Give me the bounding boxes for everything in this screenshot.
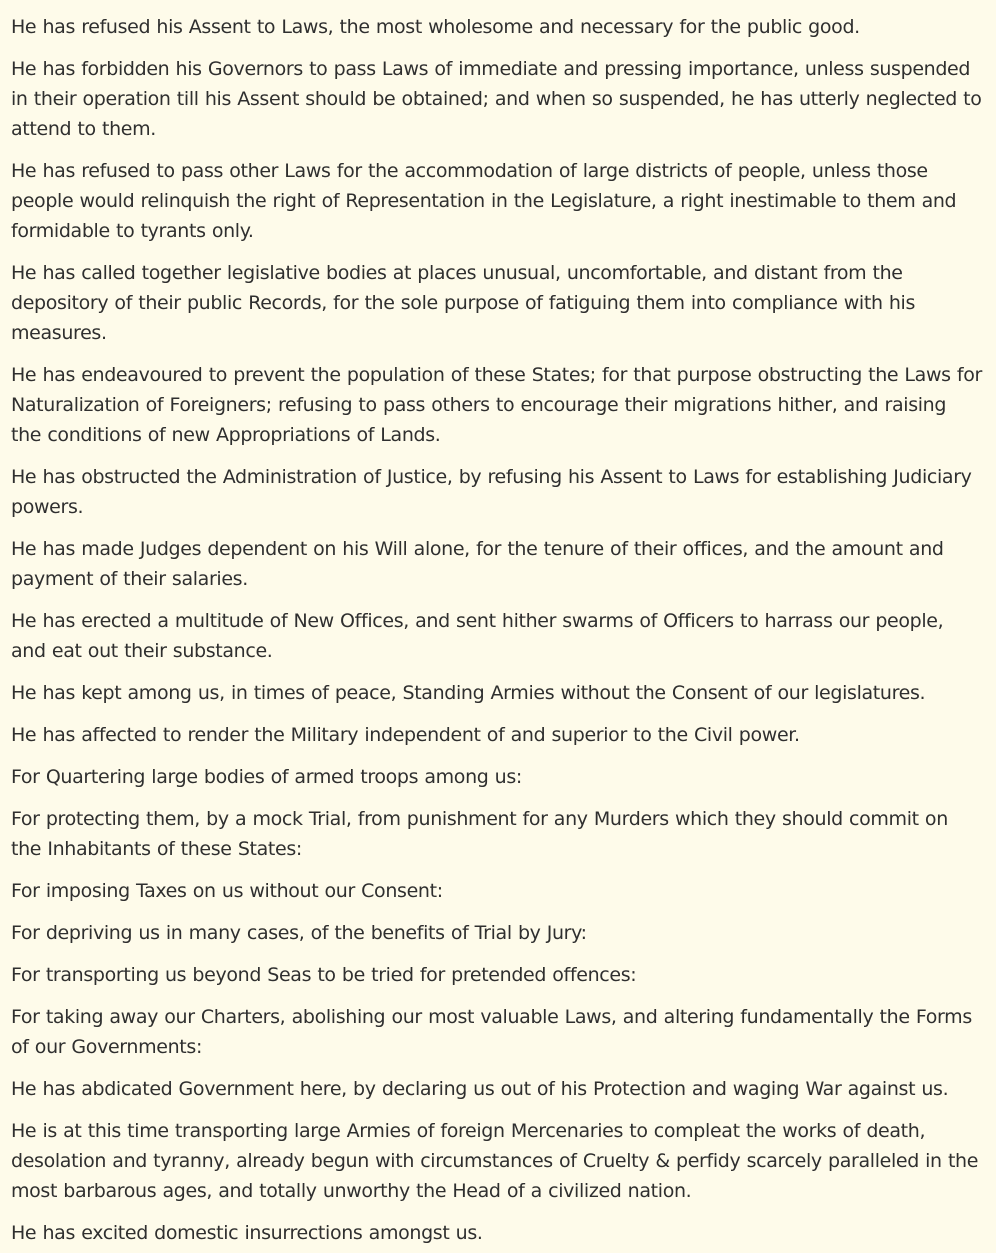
paragraph: He is at this time transporting large Armies of foreign Mercenaries to compleat the works of death, desolation and tyranny, already begun with circumstances of Cruelty & perfidy scarcely paralleled in the most barbarous ages, and totally unworthy the Head of a civilized nation. — [11, 1120, 979, 1202]
paragraph: He has kept among us, in times of peace, Standing Armies without the Consent of our legislatures. — [11, 682, 926, 704]
paragraph: For depriving us in many cases, of the benefits of Trial by Jury: — [11, 922, 587, 944]
paragraph: For Quartering large bodies of armed troops among us: — [11, 766, 522, 788]
paragraph: He has forbidden his Governors to pass Laws of immediate and pressing importance, unless suspended in their operation till his Assent should be obtained; and when so suspended, he has utterly neglected to attend to them. — [11, 58, 982, 140]
paragraph: For transporting us beyond Seas to be tried for pretended offences: — [11, 964, 637, 986]
paragraph: He has excited domestic insurrections amongst us. — [11, 1222, 483, 1244]
paragraph: He has erected a multitude of New Offices, and sent hither swarms of Officers to harrass our people, and eat out their substance. — [11, 610, 944, 662]
paragraph: He has endeavoured to prevent the population of these States; for that purpose obstructing the Laws for Naturalization of Foreigners; refusing to pass others to encourage their migrations hither, and raising the conditions of new Appropriations of Lands. — [11, 364, 982, 446]
paragraph: He has refused to pass other Laws for the accommodation of large districts of people, unless those people would relinquish the right of Representation in the Legislature, a right inestimable to them and formidable to tyrants only. — [11, 160, 957, 242]
paragraph: For taking away our Charters, abolishing our most valuable Laws, and altering fundamentally the Forms of our Governments: — [11, 1006, 972, 1058]
paragraph: He has made Judges dependent on his Will alone, for the tenure of their offices, and the amount and payment of their salaries. — [11, 538, 944, 590]
paragraph: He has refused his Assent to Laws, the most wholesome and necessary for the public good. — [11, 16, 860, 38]
paragraph: He has affected to render the Military independent of and superior to the Civil power. — [11, 724, 800, 746]
paragraph: He has abdicated Government here, by declaring us out of his Protection and waging War against us. — [11, 1078, 949, 1100]
paragraph: For imposing Taxes on us without our Consent: — [11, 880, 443, 902]
paragraph: For protecting them, by a mock Trial, from punishment for any Murders which they should commit on the Inhabitants of these States: — [11, 808, 948, 860]
paragraph: He has obstructed the Administration of Justice, by refusing his Assent to Laws for establishing Judiciary powers. — [11, 466, 972, 518]
paragraph: He has called together legislative bodies at places unusual, uncomfortable, and distant from the depository of their public Records, for the sole purpose of fatiguing them into compliance with his measures. — [11, 262, 915, 344]
